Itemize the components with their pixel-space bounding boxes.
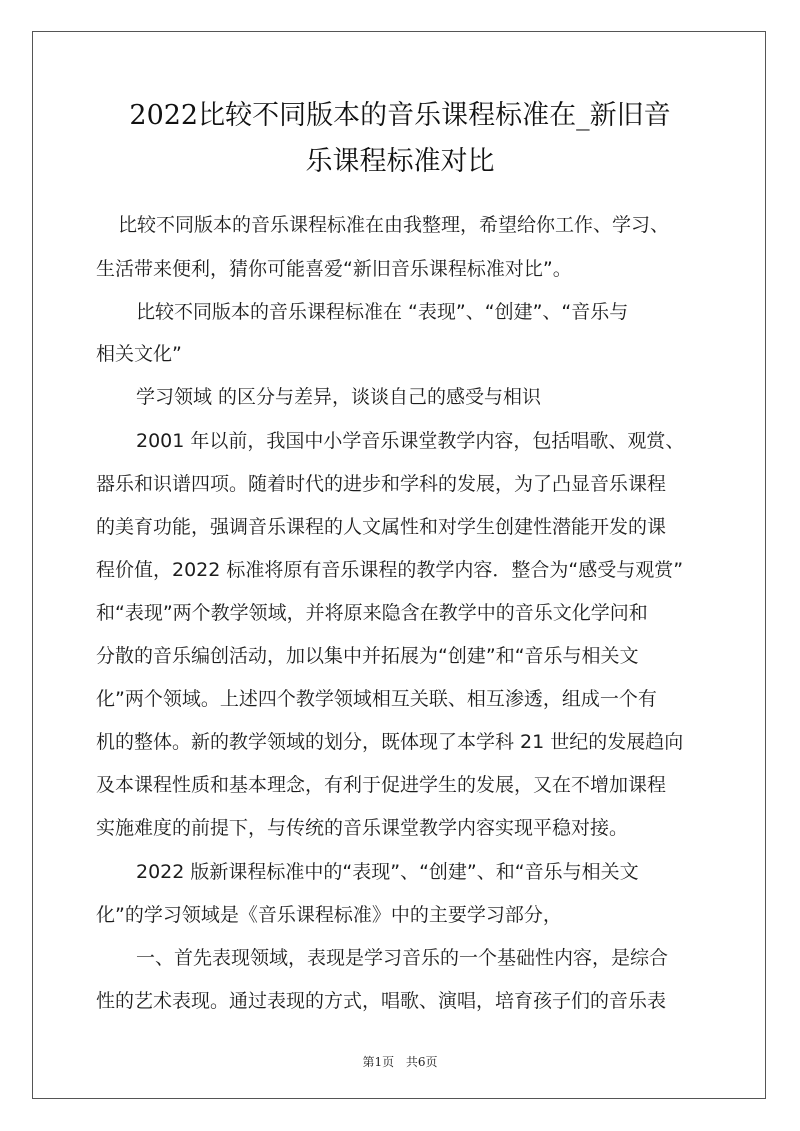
body-line: 程价值，2022 标准将原有音乐课程的教学内容．整合为“感受与观赏” [96,559,684,581]
body-line: 机的整体。新的教学领域的划分，既体现了本学科 21 世纪的发展趋向 [96,731,684,753]
body-line: 化”的学习领域是《音乐课程标准》中的主要学习部分， [96,904,562,926]
body-line: 性的艺术表现。通过表现的方式，唱歌、演唱，培育孩子们的音乐表 [96,990,667,1012]
document-title-line-1: 2022比较不同版本的音乐课程标准在_新旧音 [129,100,671,131]
page-total: 共6页 [405,1055,438,1069]
body-line: 生活带来便利，猜你可能喜爱“新旧音乐课程标准对比”。 [96,258,572,280]
body-line: 比较不同版本的音乐课程标准在由我整理，希望给你工作、学习、 [118,214,670,236]
page-number: 第1页 [362,1055,395,1069]
body-line: 和“表现”两个教学领域，并将原来隐含在教学中的音乐文化学问和 [96,602,648,624]
body-line: 及本课程性质和基本理念，有利于促进学生的发展，又在不增加课程 [96,774,667,796]
body-line: 的美育功能，强调音乐课程的人文属性和对学生创建性潜能开发的课 [96,516,667,538]
body-line: 分散的音乐编创活动，加以集中并拓展为“创建”和“音乐与相关文 [96,645,639,667]
body-line: 学习领域 的区分与差异，谈谈自己的感受与相识 [136,386,542,408]
body-line: 实施难度的前提下，与传统的音乐课堂教学内容实现平稳对接。 [96,817,629,839]
page-footer [0,1054,800,1070]
body-line: 化”两个领域。上述四个教学领域相互关联、相互渗透，组成一个有 [96,688,657,710]
body-line: 2022 版新课程标准中的“表现”、“创建”、和“音乐与相关文 [136,861,639,883]
body-line: 比较不同版本的音乐课程标准在 “表现”、“创建”、“音乐与 [136,301,629,323]
body-line: 一、首先表现领域，表现是学习音乐的一个基础性内容，是综合 [136,947,669,969]
body-line: 2001 年以前，我国中小学音乐课堂教学内容，包括唱歌、观赏、 [136,430,685,452]
document-title-line-2: 乐课程标准对比 [305,146,495,177]
body-line: 器乐和识谱四项。随着时代的进步和学科的发展，为了凸显音乐课程 [96,473,667,495]
body-line: 相关文化” [96,343,182,365]
